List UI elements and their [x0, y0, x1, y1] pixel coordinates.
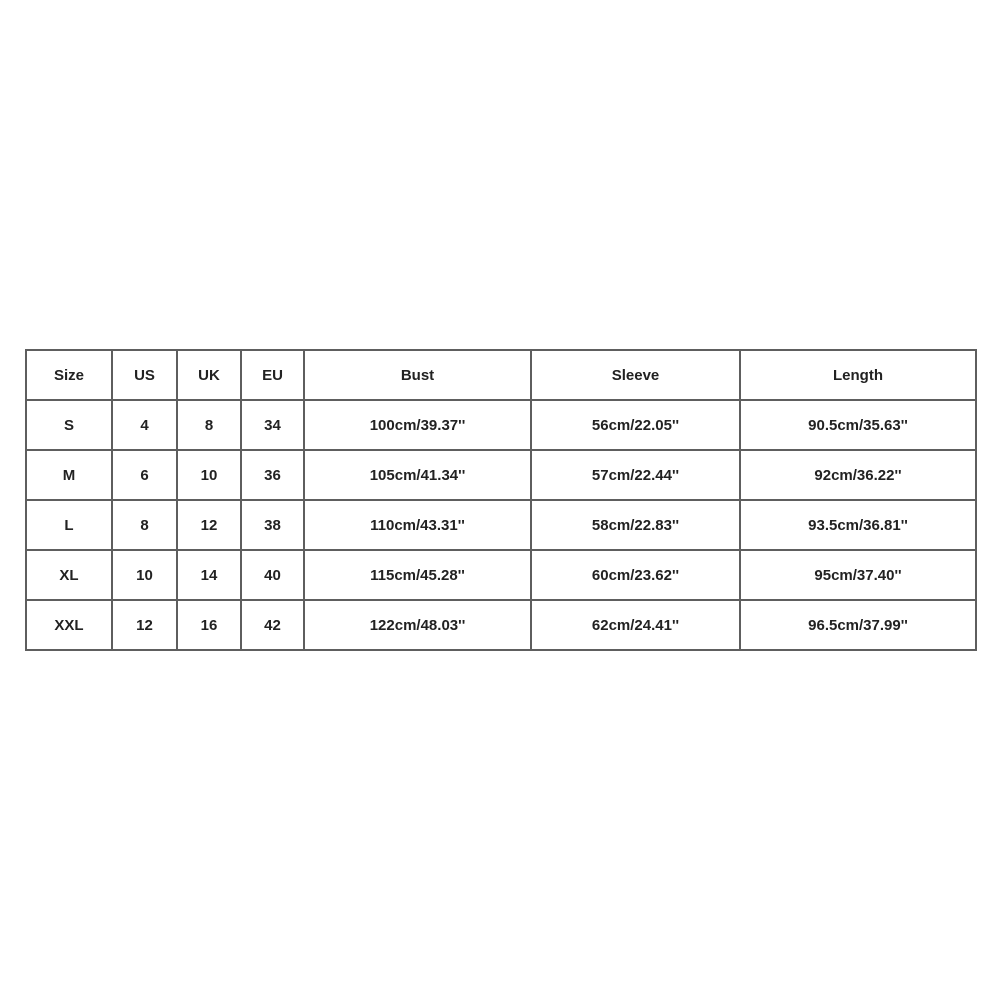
table-row	[26, 450, 976, 500]
header-length: Length	[740, 350, 976, 400]
cell-size: XL	[26, 550, 112, 600]
header-uk: UK	[177, 350, 241, 400]
cell-us: 6	[112, 450, 177, 500]
header-sleeve: Sleeve	[531, 350, 740, 400]
cell-length: 90.5cm/35.63''	[740, 400, 976, 450]
header-bust: Bust	[304, 350, 531, 400]
cell-eu: 38	[241, 500, 304, 550]
header-size: Size	[26, 350, 112, 400]
header-eu: EU	[241, 350, 304, 400]
table-row	[26, 500, 976, 550]
cell-sleeve: 60cm/23.62''	[531, 550, 740, 600]
cell-bust: 105cm/41.34''	[304, 450, 531, 500]
cell-size: XXL	[26, 600, 112, 650]
cell-us: 4	[112, 400, 177, 450]
header-us: US	[112, 350, 177, 400]
cell-length: 96.5cm/37.99''	[740, 600, 976, 650]
cell-sleeve: 62cm/24.41''	[531, 600, 740, 650]
cell-sleeve: 58cm/22.83''	[531, 500, 740, 550]
cell-size: L	[26, 500, 112, 550]
cell-length: 92cm/36.22''	[740, 450, 976, 500]
cell-uk: 16	[177, 600, 241, 650]
cell-eu: 42	[241, 600, 304, 650]
table-row	[26, 550, 976, 600]
cell-uk: 10	[177, 450, 241, 500]
cell-us: 10	[112, 550, 177, 600]
cell-sleeve: 56cm/22.05''	[531, 400, 740, 450]
cell-us: 8	[112, 500, 177, 550]
cell-bust: 122cm/48.03''	[304, 600, 531, 650]
cell-uk: 14	[177, 550, 241, 600]
cell-uk: 8	[177, 400, 241, 450]
cell-bust: 100cm/39.37''	[304, 400, 531, 450]
cell-us: 12	[112, 600, 177, 650]
cell-length: 93.5cm/36.81''	[740, 500, 976, 550]
cell-sleeve: 57cm/22.44''	[531, 450, 740, 500]
table-row	[26, 400, 976, 450]
cell-eu: 40	[241, 550, 304, 600]
cell-eu: 34	[241, 400, 304, 450]
size-chart-table	[25, 349, 977, 651]
cell-uk: 12	[177, 500, 241, 550]
cell-bust: 110cm/43.31''	[304, 500, 531, 550]
cell-length: 95cm/37.40''	[740, 550, 976, 600]
cell-size: S	[26, 400, 112, 450]
header-row	[26, 350, 976, 400]
cell-eu: 36	[241, 450, 304, 500]
cell-bust: 115cm/45.28''	[304, 550, 531, 600]
cell-size: M	[26, 450, 112, 500]
table-row	[26, 600, 976, 650]
